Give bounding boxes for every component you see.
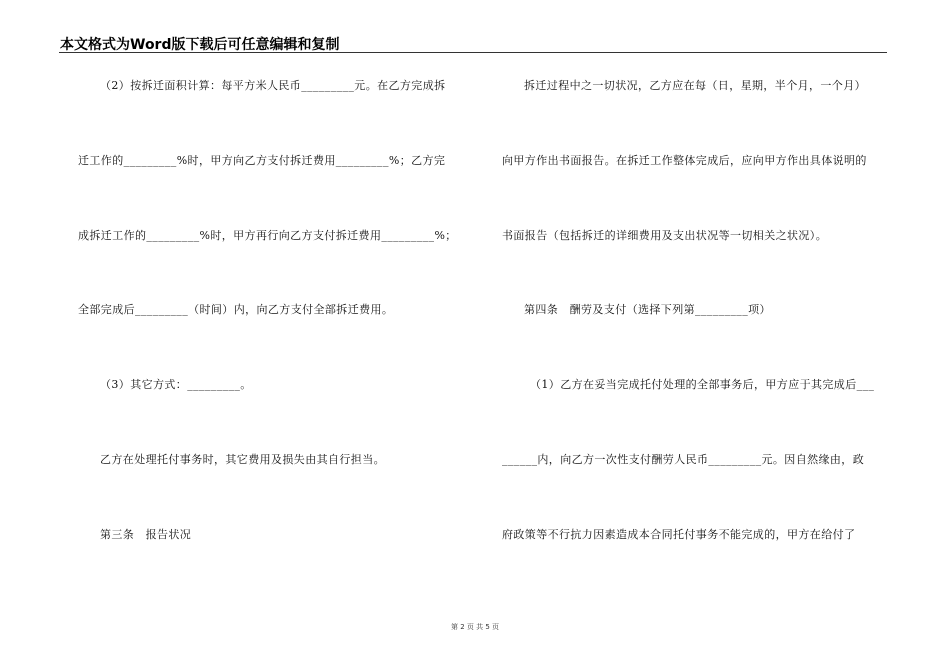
- left-line-1: （2）按拆迁面积计算：每平方米人民币_________元。在乙方完成拆: [100, 79, 446, 92]
- left-line-5: （3）其它方式：_________。: [100, 378, 252, 391]
- right-line-1: 拆迁过程中之一切状况，乙方应在每（日，星期，半个月，一个月）: [524, 79, 866, 92]
- right-line-5: （1）乙方在妥当完成托付处理的全部事务后，甲方应于其完成后___: [530, 378, 875, 391]
- right-line-6: ______内，向乙方一次性支付酬劳人民币_________元。因自然缘由，政: [502, 453, 865, 466]
- section-three-heading: 第三条 报告状况: [100, 528, 192, 541]
- right-line-7: 府政策等不行抗力因素造成本合同托付事务不能完成的，甲方在给付了: [502, 528, 856, 541]
- left-line-3: 成拆迁工作的_________%时，甲方再行向乙方支付拆迁费用_________%；: [78, 229, 457, 242]
- left-line-4: 全部完成后_________（时间）内，向乙方支付全部拆迁费用。: [78, 303, 394, 316]
- right-line-3: 书面报告（包括拆迁的详细费用及支出状况等一切相关之状况）。: [502, 229, 828, 242]
- page-number-footer: 第 2 页 共 5 页: [450, 623, 500, 631]
- left-line-2: 迁工作的_________%时，甲方向乙方支付拆迁费用_________%；乙方完: [78, 154, 446, 167]
- right-line-2: 向甲方作出书面报告。在拆迁工作整体完成后，应向甲方作出具体说明的: [502, 154, 867, 167]
- page-header-title: 本文格式为Word版下载后可任意编辑和复制: [60, 37, 340, 53]
- left-line-6: 乙方在处理托付事务时，其它费用及损失由其自行担当。: [100, 453, 385, 466]
- header-divider: [59, 52, 887, 53]
- section-four-heading: 第四条 酬劳及支付（选择下列第_________项）: [524, 303, 771, 316]
